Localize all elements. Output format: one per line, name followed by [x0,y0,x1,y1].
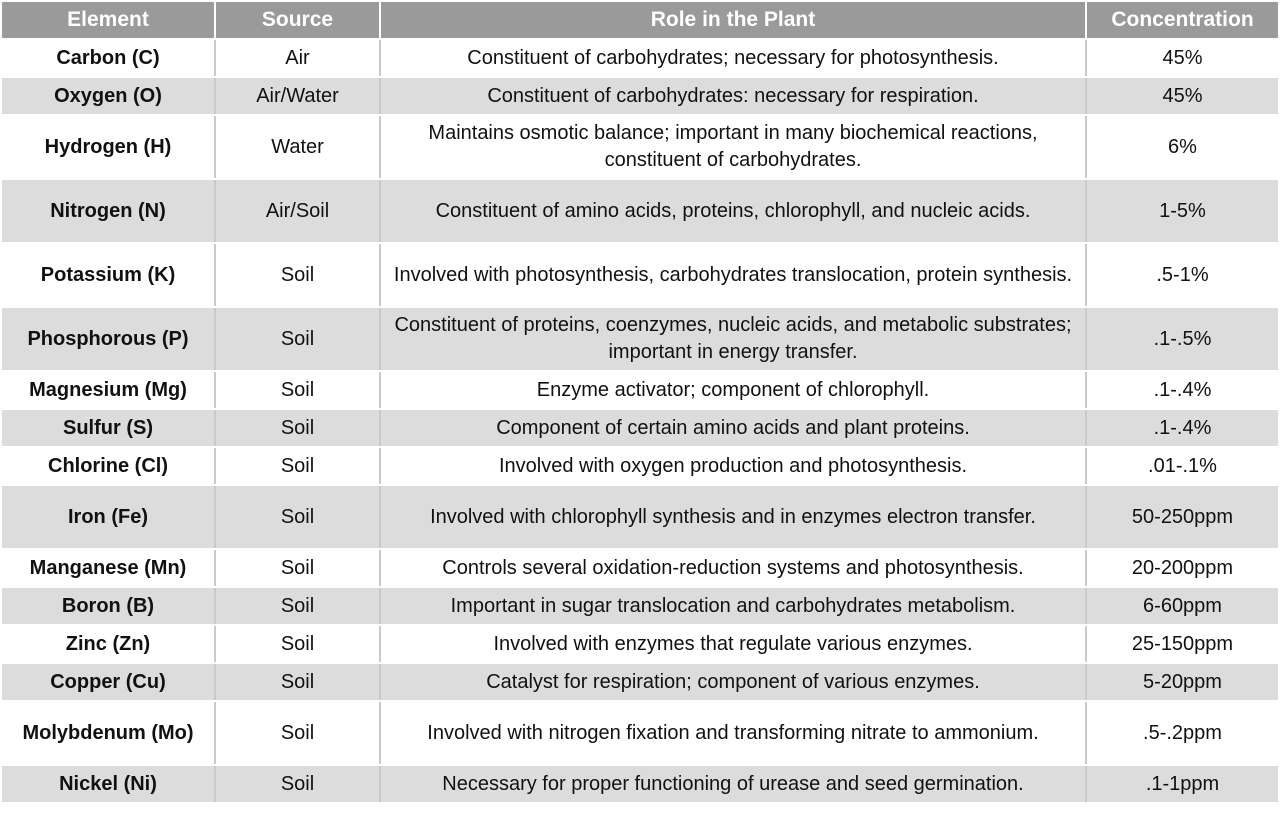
role-cell: Maintains osmotic balance; important in many biochemical reactions, constituent of carbohydrates. [380,115,1086,179]
source-cell: Soil [215,587,380,625]
source-cell: Water [215,115,380,179]
source-cell: Air [215,39,380,77]
table-row [2,179,1278,243]
role-cell: Involved with photosynthesis, carbohydrates translocation, protein synthesis. [380,243,1086,307]
source-cell: Soil [215,701,380,765]
role-cell: Constituent of proteins, coenzymes, nucleic acids, and metabolic substrates; important in energy transfer. [380,307,1086,371]
element-cell: Phosphorous (P) [2,307,215,371]
role-cell: Constituent of amino acids, proteins, chlorophyll, and nucleic acids. [380,179,1086,243]
concentration-cell: .5-1% [1086,243,1278,307]
table-row [2,409,1278,447]
table-body [2,39,1278,803]
table-row [2,485,1278,549]
element-cell: Chlorine (Cl) [2,447,215,485]
source-cell: Soil [215,409,380,447]
role-cell: Involved with chlorophyll synthesis and in enzymes electron transfer. [380,485,1086,549]
concentration-cell: 5-20ppm [1086,663,1278,701]
concentration-cell: 45% [1086,39,1278,77]
table-row [2,701,1278,765]
table-row [2,625,1278,663]
source-cell: Soil [215,447,380,485]
role-cell: Involved with enzymes that regulate various enzymes. [380,625,1086,663]
role-cell: Involved with nitrogen fixation and transforming nitrate to ammonium. [380,701,1086,765]
concentration-cell: 25-150ppm [1086,625,1278,663]
element-cell: Copper (Cu) [2,663,215,701]
source-cell: Soil [215,371,380,409]
element-cell: Carbon (C) [2,39,215,77]
role-cell: Controls several oxidation-reduction systems and photosynthesis. [380,549,1086,587]
concentration-cell: .5-.2ppm [1086,701,1278,765]
role-cell: Important in sugar translocation and carbohydrates metabolism. [380,587,1086,625]
element-cell: Potassium (K) [2,243,215,307]
source-cell: Soil [215,485,380,549]
role-cell: Constituent of carbohydrates: necessary for respiration. [380,77,1086,115]
role-cell: Involved with oxygen production and photosynthesis. [380,447,1086,485]
table-row [2,39,1278,77]
table-row [2,371,1278,409]
element-cell: Iron (Fe) [2,485,215,549]
source-cell: Soil [215,625,380,663]
element-cell: Nitrogen (N) [2,179,215,243]
element-cell: Magnesium (Mg) [2,371,215,409]
concentration-cell: .1-.5% [1086,307,1278,371]
nutrient-table [2,2,1278,804]
header-role: Role in the Plant [380,2,1086,39]
element-cell: Molybdenum (Mo) [2,701,215,765]
element-cell: Nickel (Ni) [2,765,215,803]
element-cell: Hydrogen (H) [2,115,215,179]
element-cell: Boron (B) [2,587,215,625]
role-cell: Necessary for proper functioning of urease and seed germination. [380,765,1086,803]
table-row [2,243,1278,307]
table-row [2,765,1278,803]
element-cell: Zinc (Zn) [2,625,215,663]
concentration-cell: .01-.1% [1086,447,1278,485]
role-cell: Enzyme activator; component of chlorophyll. [380,371,1086,409]
concentration-cell: .1-.4% [1086,409,1278,447]
header-concentration: Concentration [1086,2,1278,39]
concentration-cell: 45% [1086,77,1278,115]
role-cell: Component of certain amino acids and plant proteins. [380,409,1086,447]
role-cell: Constituent of carbohydrates; necessary for photosynthesis. [380,39,1086,77]
table-row [2,115,1278,179]
source-cell: Soil [215,765,380,803]
concentration-cell: 50-250ppm [1086,485,1278,549]
role-cell: Catalyst for respiration; component of various enzymes. [380,663,1086,701]
element-cell: Manganese (Mn) [2,549,215,587]
concentration-cell: 6-60ppm [1086,587,1278,625]
concentration-cell: 6% [1086,115,1278,179]
source-cell: Soil [215,549,380,587]
source-cell: Air/Soil [215,179,380,243]
table-header [2,2,1278,39]
table-row [2,663,1278,701]
element-cell: Oxygen (O) [2,77,215,115]
concentration-cell: .1-.4% [1086,371,1278,409]
table-row [2,549,1278,587]
concentration-cell: 20-200ppm [1086,549,1278,587]
concentration-cell: 1-5% [1086,179,1278,243]
header-row [2,2,1278,39]
source-cell: Soil [215,307,380,371]
source-cell: Soil [215,663,380,701]
element-cell: Sulfur (S) [2,409,215,447]
source-cell: Soil [215,243,380,307]
header-element: Element [2,2,215,39]
source-cell: Air/Water [215,77,380,115]
header-source: Source [215,2,380,39]
table-row [2,447,1278,485]
concentration-cell: .1-1ppm [1086,765,1278,803]
table-row [2,587,1278,625]
table-row [2,307,1278,371]
table-row [2,77,1278,115]
